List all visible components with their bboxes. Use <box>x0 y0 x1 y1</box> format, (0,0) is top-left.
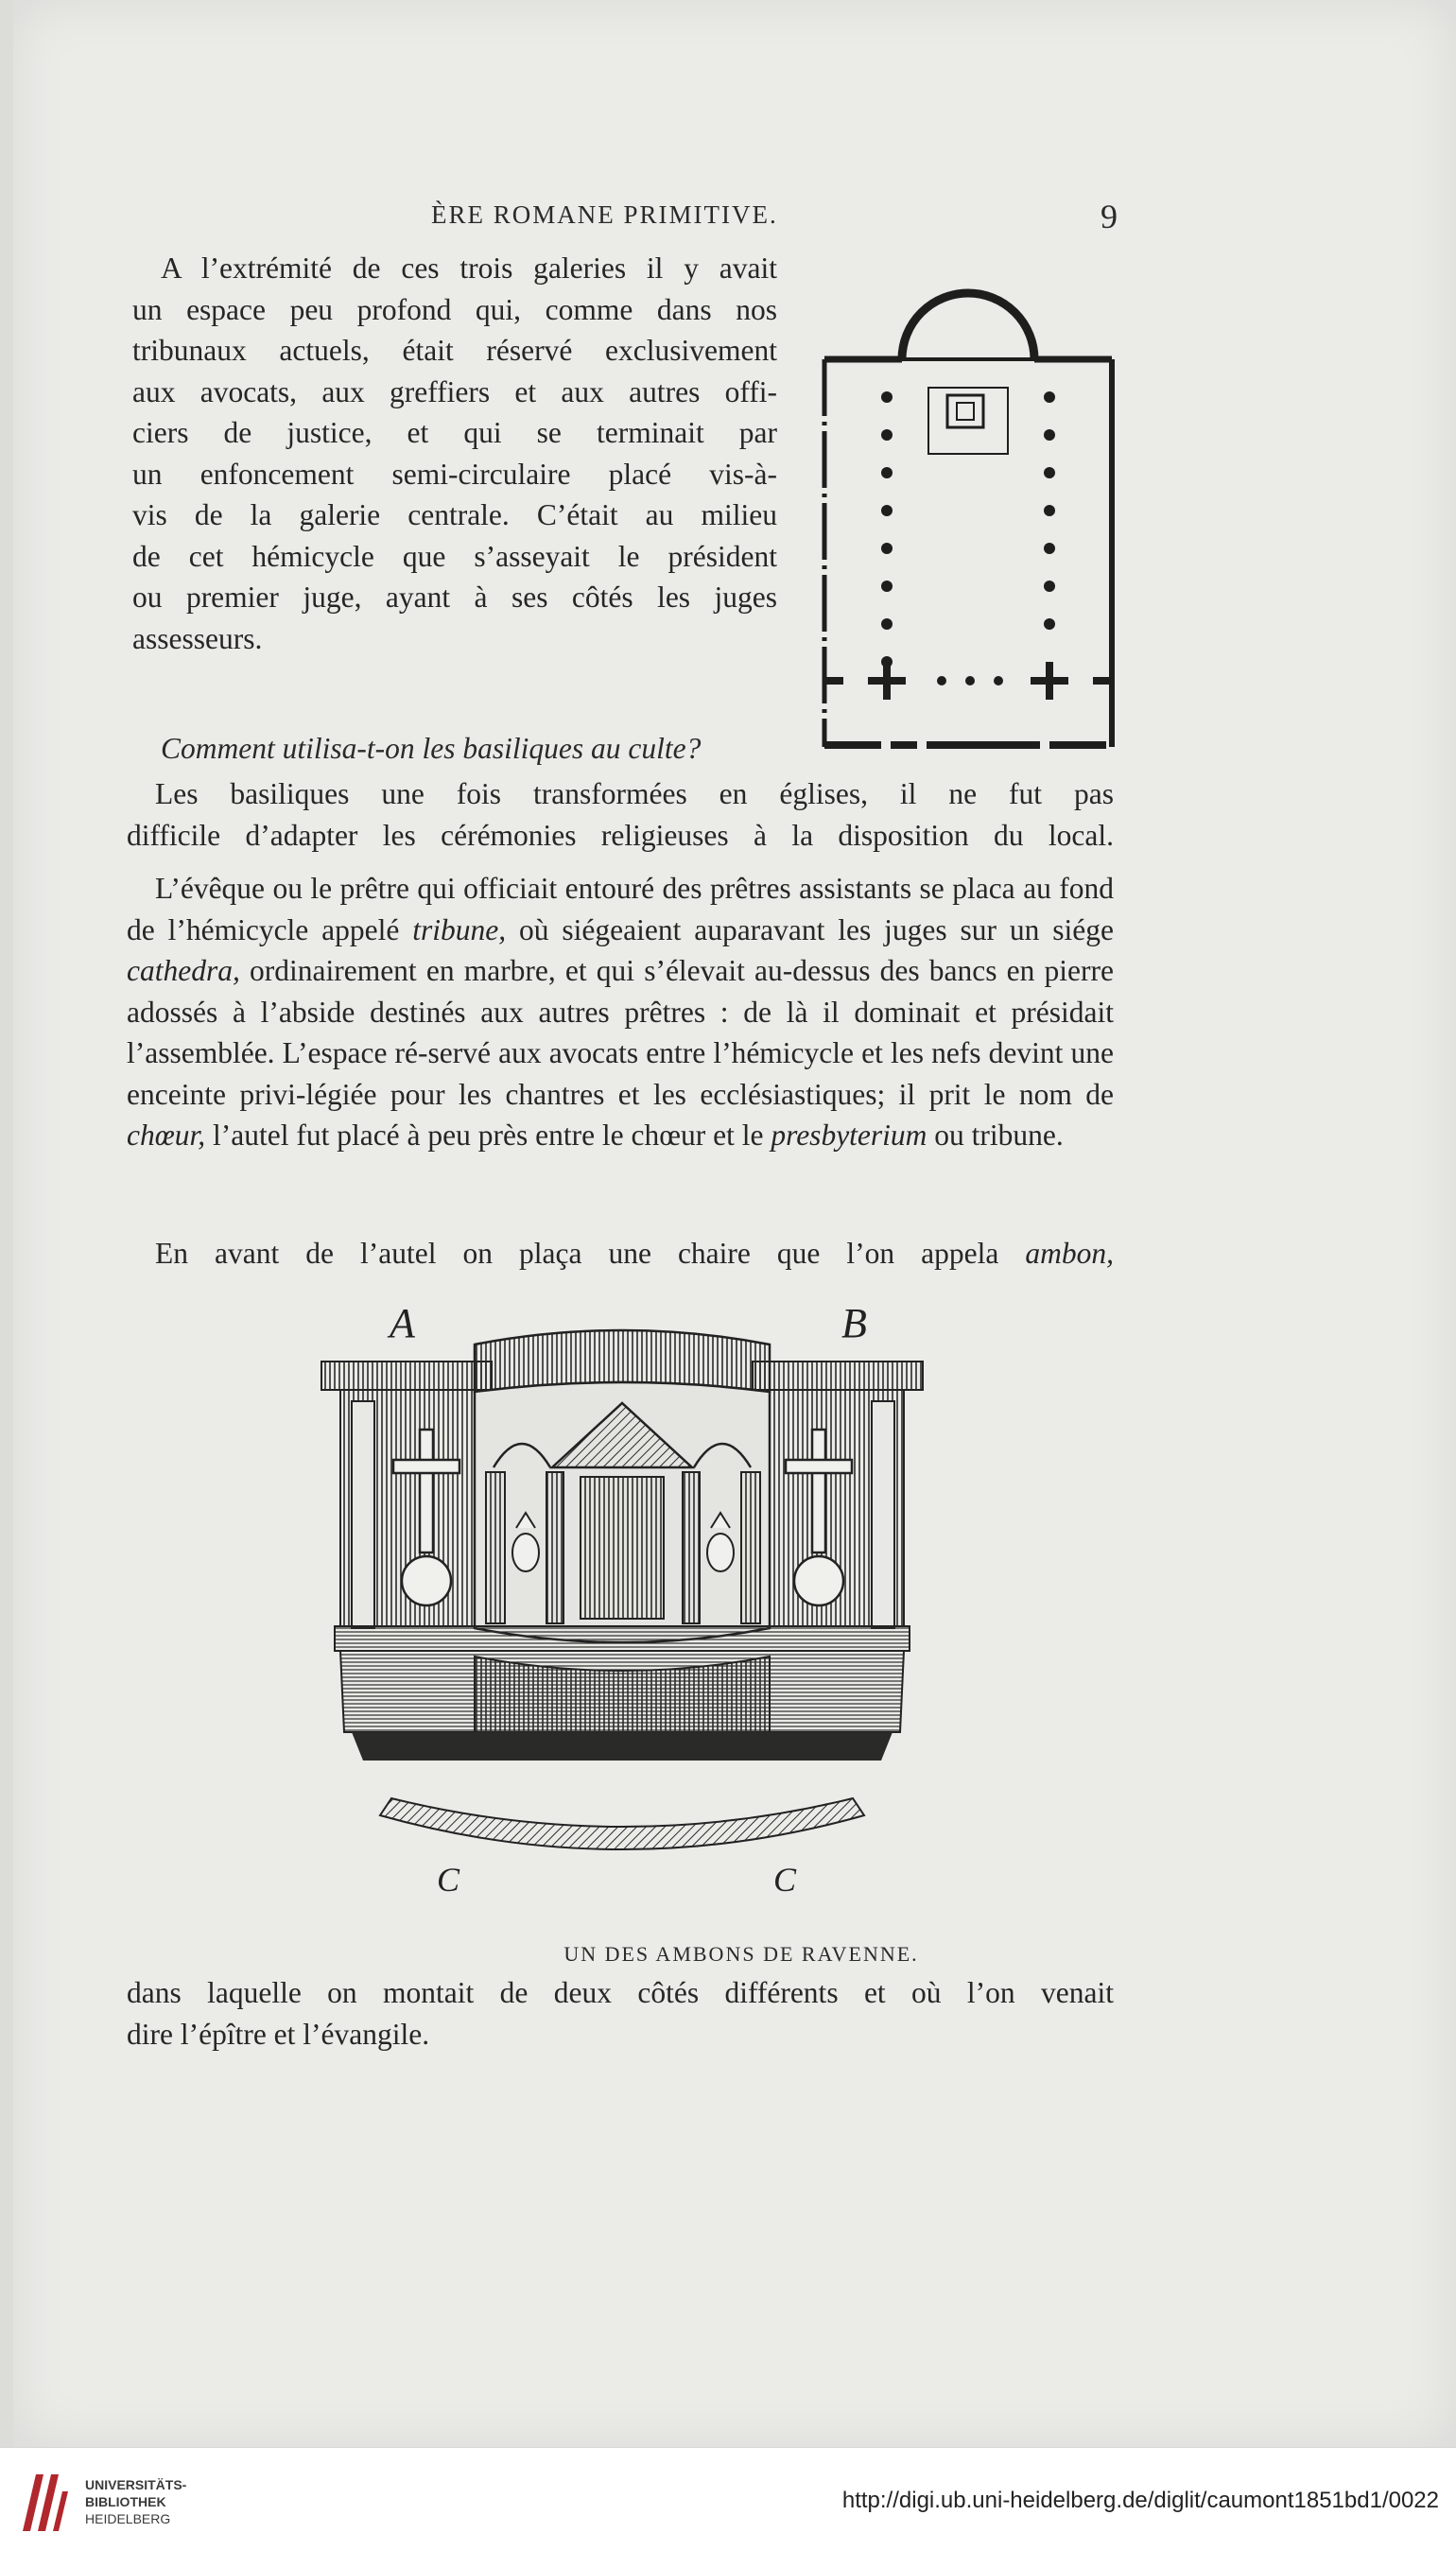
text-run: l’autel fut placé à peu près entre le chœur et le <box>205 1119 771 1152</box>
term-cathedra: cathedra, <box>127 954 240 987</box>
text-line: A l’extrémité de ces trois galeries il y avait <box>161 252 777 285</box>
library-line-3: HEIDELBERG <box>85 2511 171 2526</box>
text-line: tribunaux actuels, était réservé exclusivement <box>132 334 777 367</box>
paragraph-1 <box>132 248 777 659</box>
text-line: vis de la galerie centrale. C’était au milieu <box>132 498 777 531</box>
paragraph-5 <box>127 1972 1114 2055</box>
basilica-plan-figure <box>815 274 1119 766</box>
text-line: ciers de justice, et qui se terminait par <box>132 416 777 449</box>
label-a: A <box>390 1300 415 1346</box>
label-c-right: C <box>773 1861 797 1899</box>
figure-caption: UN DES AMBONS DE RAVENNE. <box>563 1942 919 1966</box>
paragraph-2 <box>127 773 1114 856</box>
term-presbyterium: presbyterium <box>771 1119 927 1152</box>
text-line: dire l’épître et l’évangile. <box>127 2017 430 2051</box>
label-c-left: C <box>437 1861 460 1899</box>
text-run: En avant de l’autel on plaça une chaire que l’on appela <box>155 1237 1026 1270</box>
subheading: Comment utilisa-t-on les basiliques au culte? <box>161 732 702 765</box>
paragraph-3 <box>127 868 1114 1156</box>
library-line-2: BIBLIOTHEK <box>85 2494 166 2509</box>
term-ambon: ambon, <box>1025 1237 1114 1270</box>
label-b: B <box>841 1300 867 1346</box>
term-choeur: chœur, <box>127 1119 206 1152</box>
text-run: ordinairement en marbre, et qui s’élevait au-dessus des bancs en pierre adossés à l’abside destinés aux autres prêtres : de là il dominait et présidait l’assemblée. L’espace ré-servé aux avocats entre l’hémicycle et les nefs devint une enceinte privi-légiée pour les chantres et les ecclésiastiques; il prit le nom de <box>127 954 1114 1111</box>
text-line: dans laquelle on montait de deux côtés différents et où l’on venait <box>127 1976 1114 2009</box>
library-name <box>85 2476 186 2527</box>
text-run: ou tribune. <box>927 1119 1064 1152</box>
text-line: un enfoncement semi-circulaire placé vis-à- <box>132 457 777 491</box>
text-run: où siégeaient auparavant les juges sur un siége <box>506 912 1114 946</box>
term-tribune: tribune, <box>412 912 507 946</box>
viewer-footer <box>0 2447 1456 2550</box>
running-head: ÈRE ROMANE PRIMITIVE. <box>431 200 778 229</box>
ambon-engraving <box>314 1297 930 1902</box>
heidelberg-library-logo-icon <box>15 2465 72 2541</box>
text-line: difficile d’adapter les cérémonies religieuses à la disposition du local. <box>127 818 1114 852</box>
page-number: 9 <box>1101 198 1119 235</box>
text-line: un espace peu profond qui, comme dans nos <box>132 292 777 326</box>
text-line: aux avocats, aux greffiers et aux autres offi- <box>132 374 777 408</box>
permalink-url[interactable]: http://digi.ub.uni-heidelberg.de/diglit/caumont1851bd1/0022 <box>841 2488 1439 2513</box>
text-line: de cet hémicycle que s’asseyait le président <box>132 539 777 573</box>
text-line: ou premier juge, ayant à ses côtés les juges <box>132 581 777 614</box>
text-run: L’évêque ou le prêtre qui officiait entouré des prêtres assistants se placa au fond de l’hémicycle appelé <box>127 872 1114 946</box>
text-line: assesseurs. <box>132 621 263 655</box>
text-line: Les basiliques une fois transformées en églises, il ne fut pas <box>155 777 1114 810</box>
paragraph-4 <box>127 1233 1114 1275</box>
library-line-1: UNIVERSITÄTS- <box>85 2477 187 2492</box>
scanned-page <box>13 0 1456 2447</box>
